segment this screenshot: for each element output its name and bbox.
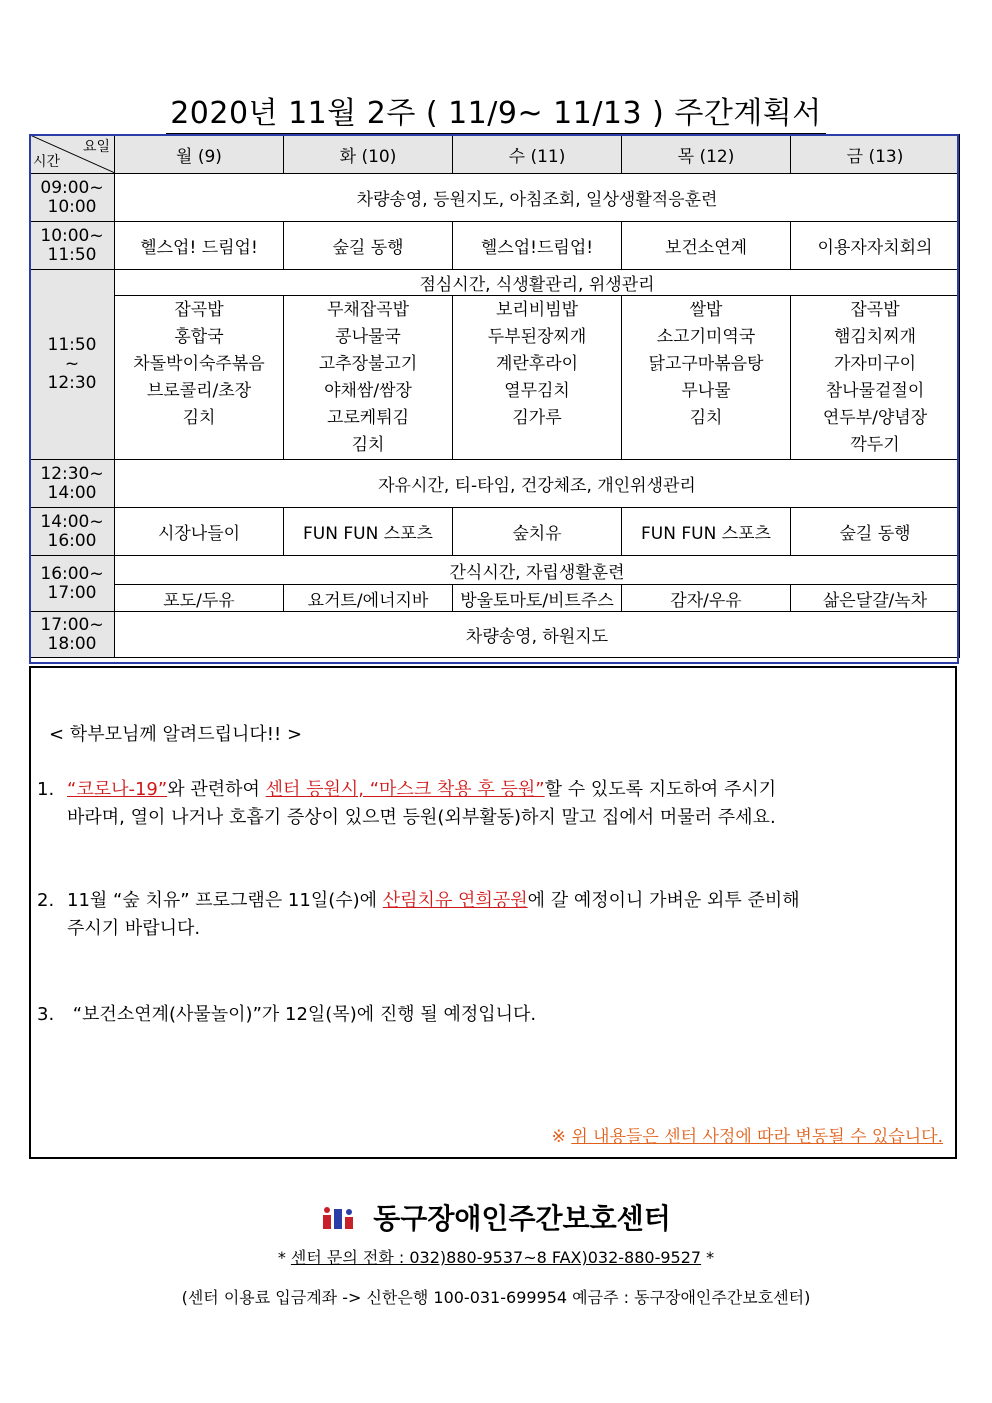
time-cell: 11:50 ~ 12:30	[30, 270, 115, 460]
menu-cell-tue: 무채잡곡밥 콩나물국 고추장불고기 야채쌈/쌈장 고로케튀김 김치	[284, 296, 453, 460]
program-cell-thu: 보건소연계	[622, 222, 791, 270]
program-cell-fri: 숲길 동행	[791, 508, 960, 556]
activity-cell: 차량송영, 등원지도, 아침조회, 일상생활적응훈련	[115, 174, 960, 222]
row-1700	[30, 612, 960, 658]
snack-cell-thu: 감자/우유	[622, 585, 791, 612]
menu-cell-thu: 쌀밥 소고기미역국 닭고구마볶음탕 무나물 김치	[622, 296, 791, 460]
program-cell-mon: 헬스업! 드림업!	[115, 222, 284, 270]
corner-time-label: 시간	[33, 154, 61, 170]
snack-activity-cell: 간식시간, 자립생활훈련	[115, 556, 960, 585]
snack-cell-wed: 방울토마토/비트주스	[453, 585, 622, 612]
program-cell-tue: FUN FUN 스포츠	[284, 508, 453, 556]
program-cell-tue: 숲길 동행	[284, 222, 453, 270]
notice-heading: < 학부모님께 알려드립니다!! >	[49, 724, 303, 745]
row-1400	[30, 508, 960, 556]
menu-cell-mon: 잡곡밥 홍합국 차돌박이숙주볶음 브로콜리/초장 김치	[115, 296, 284, 460]
row-1600-snack-title	[30, 556, 960, 585]
highlight-text: “코로나-19”	[67, 779, 168, 800]
corner-cell	[30, 135, 115, 174]
program-cell-wed: 헬스업!드림업!	[453, 222, 622, 270]
notice-item-3: 3. “보건소연계(사물놀이)”가 12일(목)에 진행 될 예정입니다.	[37, 1004, 537, 1025]
row-1230	[30, 460, 960, 508]
activity-cell: 자유시간, 티-타임, 건강체조, 개인위생관리	[115, 460, 960, 508]
center-logo-icon	[321, 1203, 359, 1238]
program-cell-mon: 시장나들이	[115, 508, 284, 556]
notice-box	[29, 666, 957, 1159]
row-0900	[30, 174, 960, 222]
program-cell-thu: FUN FUN 스포츠	[622, 508, 791, 556]
page-title: 2020년 11월 2주 ( 11/9~ 11/13 ) 주간계획서	[0, 88, 992, 135]
menu-cell-fri: 잡곡밥 햄김치찌개 가자미구이 참나물겉절이 연두부/양념장 깍두기	[791, 296, 960, 460]
change-note: ※ 위 내용들은 센터 사정에 따라 변동될 수 있습니다.	[551, 1127, 943, 1147]
center-name: 동구장애인주간보호센터	[0, 1197, 992, 1238]
snack-cell-fri: 삶은달걀/녹차	[791, 585, 960, 612]
time-cell: 14:00~ 16:00	[30, 508, 115, 556]
day-header-fri: 금 (13)	[791, 135, 960, 174]
day-header-tue: 화 (10)	[284, 135, 453, 174]
corner-day-label: 요일	[82, 139, 110, 155]
activity-cell: 차량송영, 하원지도	[115, 612, 960, 658]
program-cell-wed: 숲치유	[453, 508, 622, 556]
program-cell-fri: 이용자자치회의	[791, 222, 960, 270]
notice-item-1: 1. “코로나-19”와 관련하여 센터 등원시, “마스크 착용 후 등원”할 수 있도록 지도하여 주시기 바라며, 열이 나거나 호흡기 증상이 있으면 등원(외부활동)하지 말고 집에서 머물러 주세요.	[37, 779, 777, 828]
menu-cell-wed: 보리비빔밥 두부된장찌개 계란후라이 열무김치 김가루	[453, 296, 622, 460]
row-1600-snacks	[30, 585, 960, 612]
highlight-text: 센터 등원시, “마스크 착용 후 등원”	[265, 779, 545, 800]
contact-line: * 센터 문의 전화 : 032)880-9537~8 FAX)032-880-9527 *	[277, 1248, 715, 1267]
lunch-activity-cell: 점심시간, 식생활관리, 위생관리	[115, 270, 960, 296]
day-header-thu: 목 (12)	[622, 135, 791, 174]
weekly-schedule-table	[29, 134, 960, 658]
time-cell: 17:00~ 18:00	[30, 612, 115, 658]
highlight-text: 산림치유 연희공원	[382, 890, 528, 911]
day-header-wed: 수 (11)	[453, 135, 622, 174]
time-cell: 10:00~ 11:50	[30, 222, 115, 270]
row-1150-menus	[30, 296, 960, 460]
time-cell: 16:00~ 17:00	[30, 556, 115, 612]
time-cell: 12:30~ 14:00	[30, 460, 115, 508]
day-header-mon: 월 (9)	[115, 135, 284, 174]
snack-cell-tue: 요거트/에너지바	[284, 585, 453, 612]
header-row	[30, 135, 960, 174]
row-1000	[30, 222, 960, 270]
time-cell: 09:00~ 10:00	[30, 174, 115, 222]
notice-item-2: 2. 11월 “숲 치유” 프로그램은 11일(수)에 산림치유 연희공원에 갈 예정이니 가벼운 외투 준비해 주시기 바랍니다.	[37, 890, 800, 939]
bank-account-line: (센터 이용료 입금계좌 -> 신한은행 100-031-699954 예금주 : 동구장애인주간보호센터)	[181, 1288, 811, 1307]
snack-cell-mon: 포도/두유	[115, 585, 284, 612]
row-1150-lunch-title	[30, 270, 960, 296]
